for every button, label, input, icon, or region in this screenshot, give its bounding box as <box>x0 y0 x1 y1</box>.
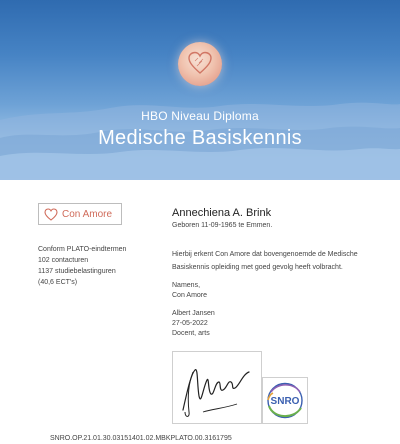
course-details <box>38 244 158 288</box>
handwritten-signature <box>172 351 262 424</box>
con-amore-logo <box>38 203 122 225</box>
course-detail-line: Conform PLATO-eindtermen <box>38 246 127 253</box>
course-detail-line: 1137 studiebelastinguren <box>38 268 116 275</box>
on-behalf-label: Namens, <box>172 282 201 289</box>
course-detail-line: (40,6 ECT's) <box>38 279 78 286</box>
signer-name: Albert Jansen <box>172 310 215 317</box>
diploma-level: HBO Niveau Diploma <box>141 109 259 123</box>
recipient-name: Annechiena A. Brink <box>172 207 272 219</box>
moon-heart-icon <box>178 42 222 86</box>
logo-text: Con Amore <box>62 208 113 220</box>
heart-outline-icon <box>44 208 58 221</box>
svg-text:SNRO: SNRO <box>270 396 300 407</box>
snro-seal-icon <box>262 377 308 424</box>
signer-role: Docent, arts <box>172 330 210 337</box>
diploma-title: Medische Basiskennis <box>98 127 302 149</box>
signature-text-block <box>172 281 215 339</box>
mountain-silhouette <box>0 0 400 180</box>
recipient-birth: Geboren 11-09-1965 te Emmen. <box>172 222 273 229</box>
on-behalf-org: Con Amore <box>172 292 208 299</box>
header-banner <box>0 0 400 180</box>
certification-statement: Hierbij erkent Con Amore dat bovengenoemde de Medische Basiskennis opleiding met goed gevolg heeft volbracht. <box>172 251 358 271</box>
course-detail-line: 102 contacturen <box>38 257 89 264</box>
certificate-code: SNRO.OP.21.01.30.03151401.02.MBKPLATO.00.3161795 <box>50 435 232 442</box>
signing-date: 27-05-2022 <box>172 320 208 327</box>
